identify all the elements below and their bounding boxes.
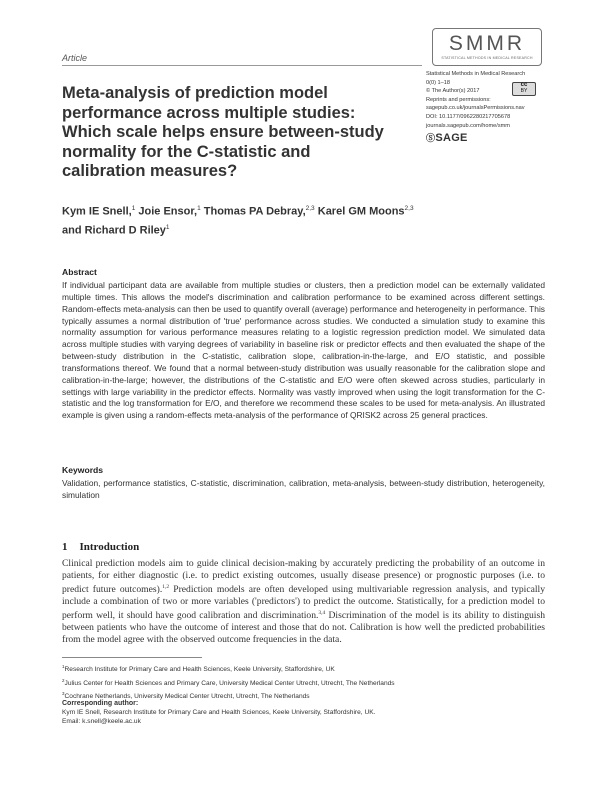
sage-mark-icon: Ⓢ [426, 133, 436, 143]
keywords-text: Validation, performance statistics, C-statistic, discrimination, calibration, meta-analysis, between-study distribution, heterogeneity, simulation [62, 478, 545, 500]
journal-logo [432, 28, 542, 66]
section-title: Introduction [79, 541, 140, 553]
reprints-label: Reprints and permissions: [426, 96, 491, 103]
affiliations [62, 662, 545, 703]
author-affiliation-ref: 2,3 [404, 205, 414, 212]
author-name: Karel GM Moons [314, 205, 405, 218]
keywords-heading: Keywords [62, 465, 104, 475]
permissions-link[interactable]: sagepub.co.uk/journalsPermissions.nav [426, 105, 525, 112]
journal-name: Statistical Methods in Medical Research [426, 71, 526, 77]
correspondence [62, 699, 545, 726]
correspondence-email[interactable]: Email: k.snell@keele.ac.uk [62, 718, 141, 725]
citation-ref[interactable]: 1,2 [162, 583, 170, 590]
journal-volume: 0(0) 1–18 [426, 79, 450, 86]
journal-meta [426, 70, 551, 130]
author-list [62, 201, 462, 238]
article-type-label: Article [62, 53, 88, 63]
author-affiliation-ref: 1 [131, 205, 136, 212]
citation-ref[interactable]: 3,4 [318, 609, 326, 616]
author-name: Joie Ensor, [135, 205, 198, 218]
author-affiliation-ref: 1 [165, 223, 170, 231]
footnote-rule [62, 657, 202, 658]
affiliation-item: $^1$Research Institute for Primary Care and Health Sciences, Keele University, Staffordshire, UK [62, 664, 335, 674]
affiliation-item: $^3$Cochrane Netherlands, University Medical Center Utrecht, Utrecht, The Netherlands [62, 691, 310, 701]
journal-logo-subtext: STATISTICAL METHODS IN MEDICAL RESEARCH [441, 56, 533, 60]
doi[interactable]: DOI: 10.1177/0962280217705678 [426, 113, 511, 120]
author-affiliation-ref: 1 [197, 205, 201, 212]
author-name: Kym IE Snell, [62, 205, 132, 218]
correspondence-heading: Corresponding author: [62, 700, 139, 707]
author-name: and Richard D Riley [62, 224, 166, 237]
section-heading [62, 541, 139, 553]
publisher-name: SAGE [435, 132, 468, 144]
affiliation-item: $^2$Julius Center for Health Sciences and Primary Care, University Medical Center Utrecht, Utrecht, The Netherlands [62, 677, 395, 687]
abstract-heading: Abstract [62, 267, 97, 277]
journal-home-link[interactable]: journals.sagepub.com/home/smm [426, 122, 510, 129]
sage-logo [426, 131, 468, 144]
correspondence-address: Kym IE Snell, Research Institute for Primary Care and Health Sciences, Keele University, Staffordshire, UK. [62, 709, 376, 716]
article-title: Meta-analysis of prediction model performance across multiple studies: Which scale helps ensure between-study normality for the C-statistic and calibration measures? [62, 84, 384, 181]
copyright: © The Author(s) 2017 [426, 88, 480, 95]
section-number: 1 [62, 541, 68, 553]
cc-license-icon[interactable]: cc BY [512, 82, 536, 96]
author-affiliation-ref: 2,3 [305, 205, 315, 212]
journal-logo-text: SMMR [448, 32, 526, 55]
abstract-text: If individual participant data are available from multiple studies or clusters, then a prediction model can be externally validated multiple times. This allows the model's discrimination and calibration performance to be examined across different settings. Random-effects meta-analysis can then be used to quantify overall (average) performance and heterogeneity in performance. This typically assumes a normal distribution of 'true' performance across studies. We conducted a simulation study to examine this normality assumption for various performance measures relating to a logistic regression prediction model. We simulated data across multiple studies with varying degrees of variability in baseline risk or predictor effects and then evaluated the shape of the between-study distribution in the C-statistic, calibration slope, calibration-in-the-large, and E/O statistic, and possible transformations thereof. We found that a normal between-study distribution was usually reasonable for the calibration slope and calibration-in-the-large; however, the distributions of the C-statistic and E/O were often skewed across studies, particularly in settings with large variability in the predictor effects. Normality was vastly improved when using the logit transformation for the C-statistic and the log transformation for E/O, and therefore we recommend these scales to be used for meta-analysis. An illustrated example is given using a random-effects meta-analysis of the performance of QRISK2 across 25 general practices. [62, 280, 545, 421]
author-name: Thomas PA Debray, [200, 205, 306, 218]
header-rule [62, 65, 422, 66]
introduction-paragraph: Clinical prediction models aim to guide clinical decision-making by accurately predicting the probability of an outcome in patients, for either diagnostic (i.e. to predict existing outcomes, usually disease presence) or prognostic purposes (i.e. to predict future outcomes).$^{1,2}$ Prediction models are often developed using multivariable regression analysis, and typically include a combination of two or more variables ('predictors') to predict the outcome. Statistically, for a prediction model to perform well, it should have good calibration and discrimination.$^{3,4}$ Discrimination of the model is its ability to distinguish between patients who have the outcome of interest and those that do not. Calibration is how well the predicted probabilities from the model agree with the observed outcome frequencies in the data. [62, 558, 545, 645]
